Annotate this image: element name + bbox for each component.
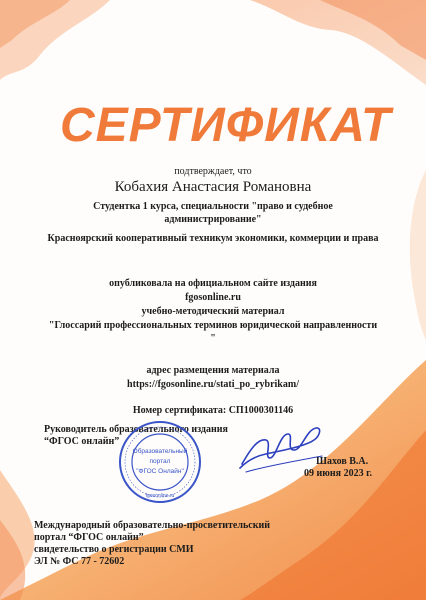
seal-site: fgosonline.ru [145,493,175,499]
footer-line3: свидетельство о регистрации СМИ [34,544,194,555]
published-text: опубликовала на официальном сайте издания [109,278,317,289]
footer-line1: Международный образовательно-просветительский [34,520,270,531]
footer-line4: ЭЛ № ФС 77 - 72602 [34,556,125,567]
address-url: https://fgosonline.ru/stati_po_rybrikam/ [127,379,299,390]
seal-line1: Образовательный [132,448,188,455]
footer-line2: портал “ФГОС онлайн” [34,532,144,543]
certificate-title: СЕРТИФИКАТ [60,99,392,152]
seal-line2: портал [149,458,171,465]
signatory-role-line2: “ФГОС онлайн” [44,436,120,447]
material-title-line1: "Глоссарий профессиональных терминов юридической направленности [48,320,378,331]
address-label: адрес размещения материала [146,365,280,376]
material-title-line2: " [210,333,216,344]
institution: Красноярский кооперативный техникум экономики, коммерции и права [47,233,379,244]
seal-stamp [118,420,202,504]
description-line2: администрирование" [164,214,262,225]
signatory-name: Шахов В.А. [316,456,369,467]
description-line1: Студентка 1 курса, специальности "право и судебное [93,201,333,212]
site-name: fgosonline.ru [185,292,241,303]
confirms-text: подтверждает, что [174,166,252,177]
certificate-number: Номер сертификата: СП1000301146 [132,405,294,416]
signatory-role-line1: Руководитель образовательного издания [44,424,228,435]
recipient-name: Кобахия Анастасия Романовна [114,179,312,195]
signatory-date: 09 июня 2023 г. [304,468,372,479]
material-type: учебно-методический материал [141,306,285,317]
seal-line3: "ФГОС Онлайн" [136,468,184,475]
